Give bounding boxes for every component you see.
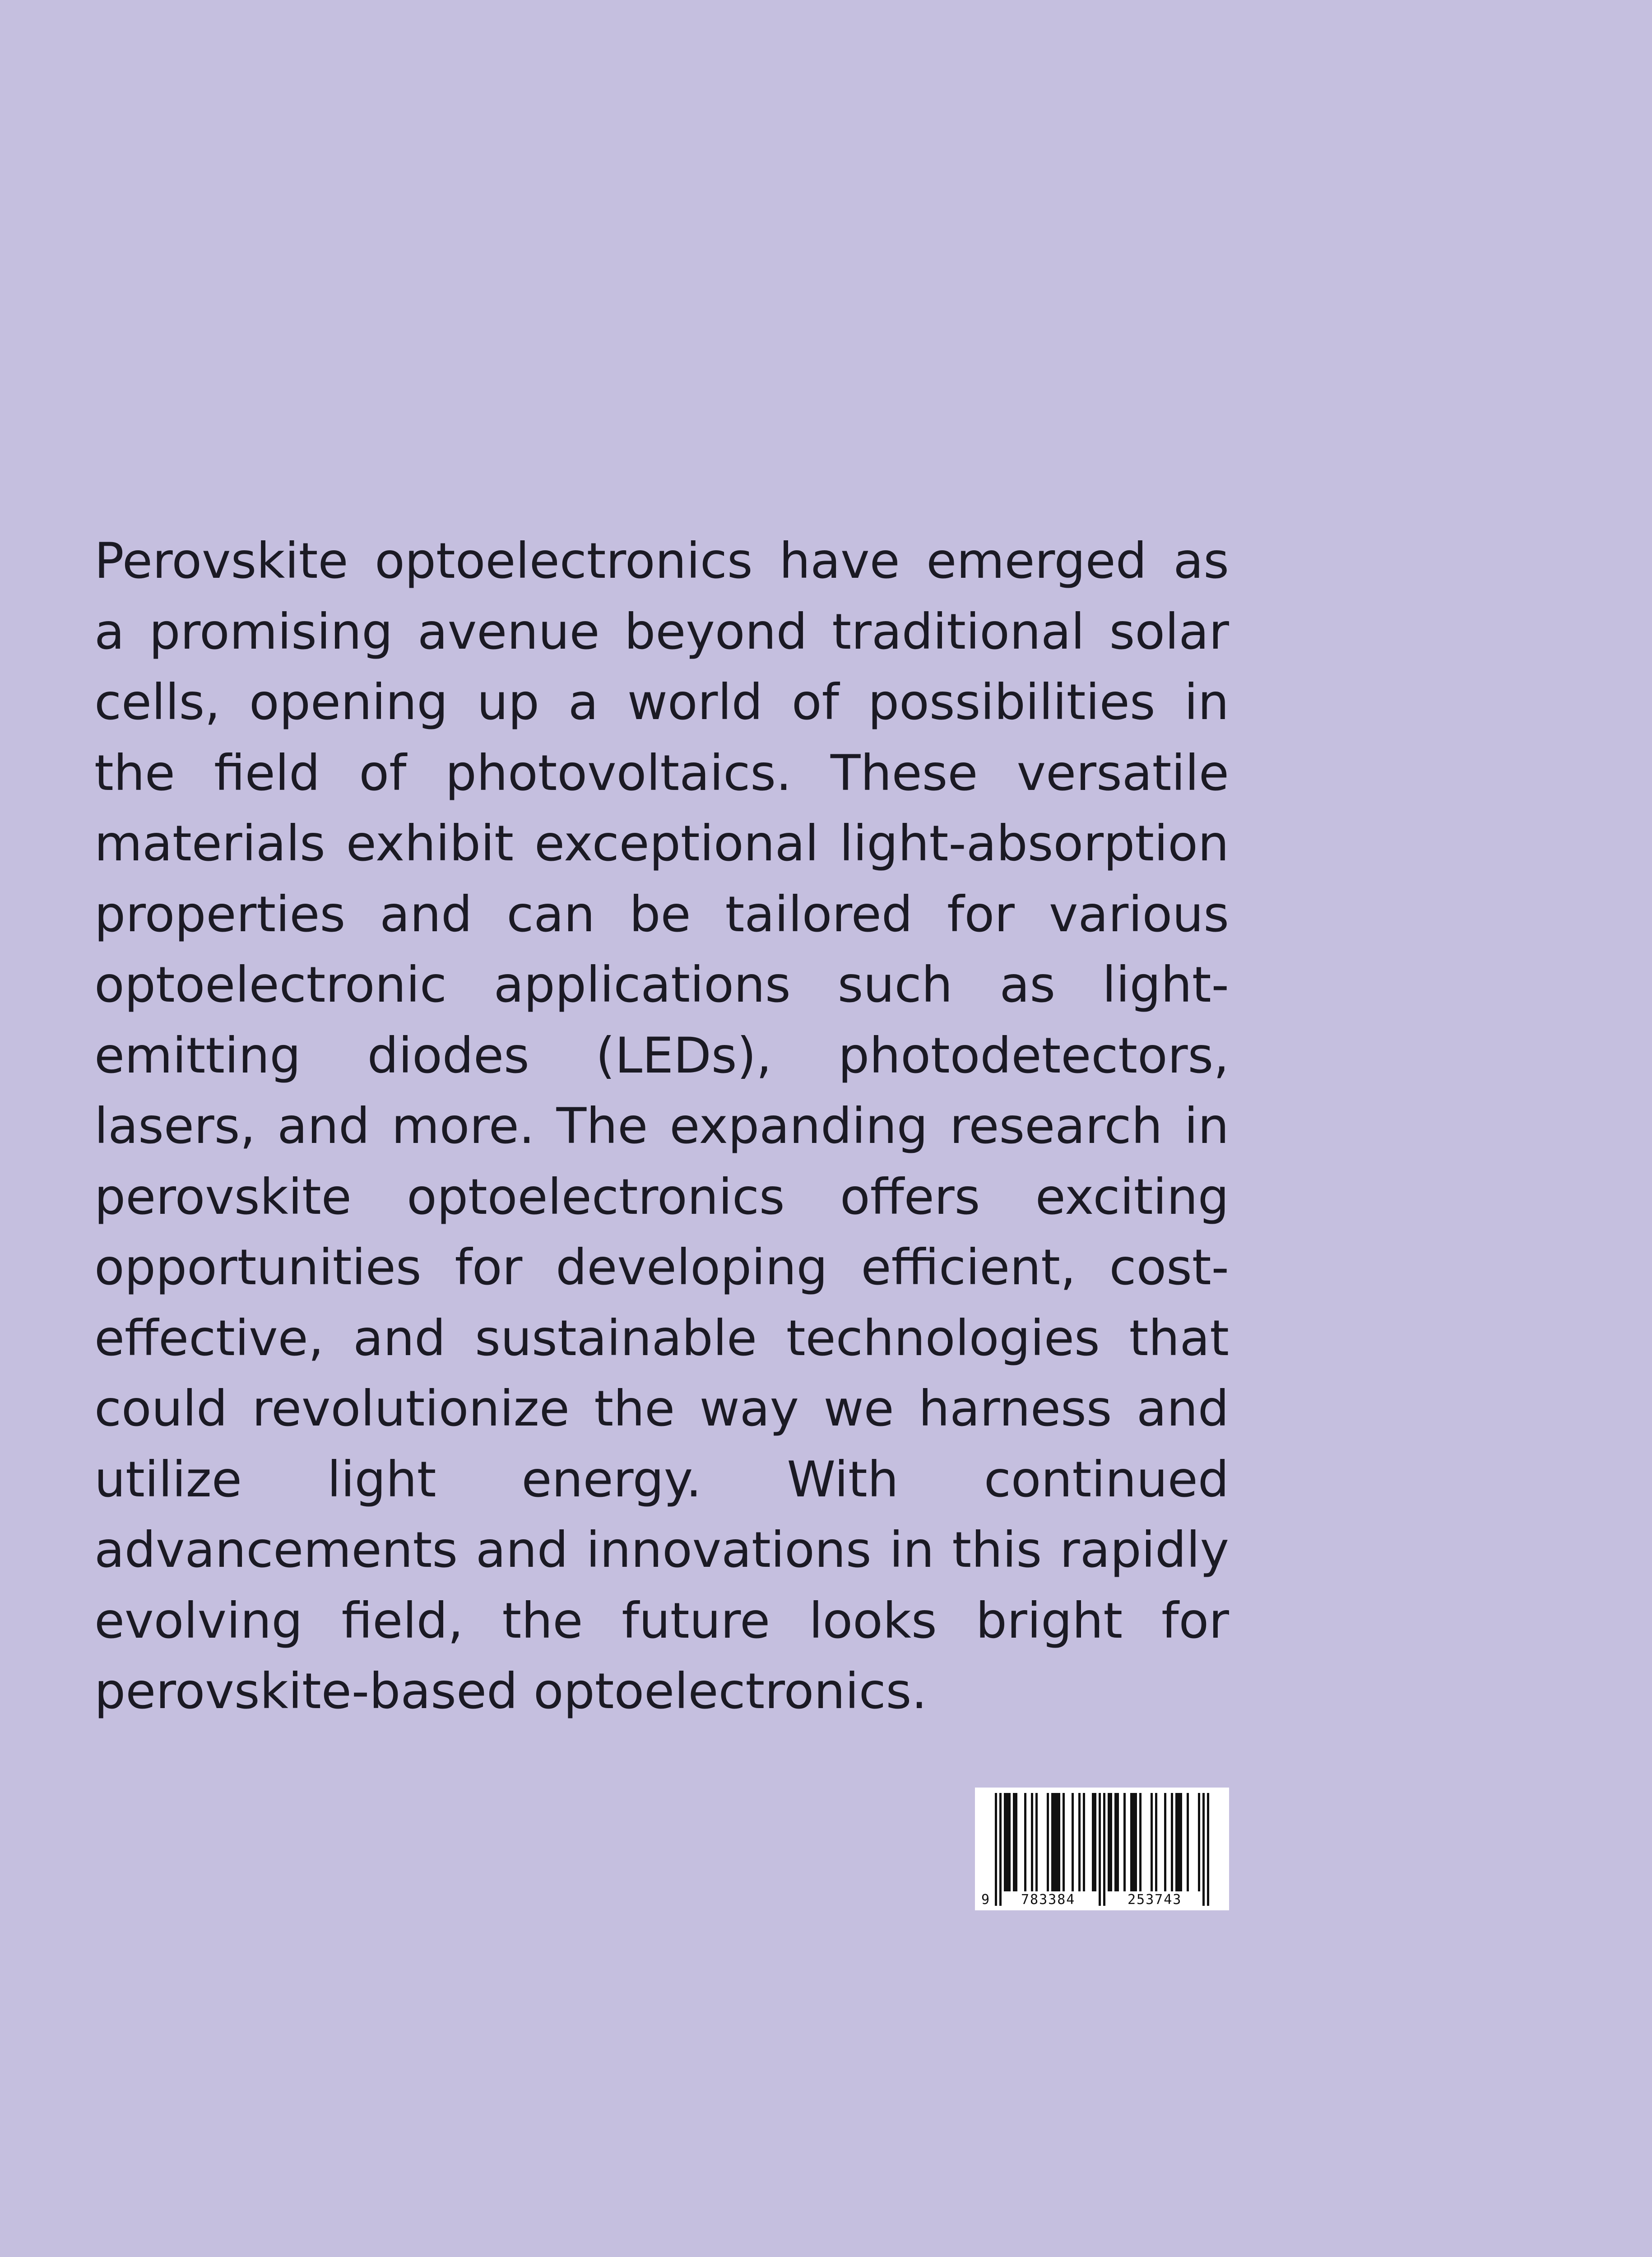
barcode-lead-digit: 9 — [981, 1892, 991, 1908]
barcode-bar — [1164, 1793, 1166, 1891]
barcode-bar — [1063, 1793, 1065, 1891]
barcode-guard-bar — [999, 1793, 1002, 1906]
barcode-bar — [1132, 1793, 1135, 1891]
barcode-bar — [1013, 1793, 1015, 1891]
barcode-bar — [1024, 1793, 1026, 1891]
barcode-bar — [1139, 1793, 1142, 1891]
barcode-right-digits: 253743 — [1128, 1892, 1182, 1908]
barcode-bar — [1108, 1793, 1110, 1891]
barcode-bar — [1015, 1793, 1017, 1891]
barcode-bar — [1123, 1793, 1126, 1891]
barcode-bar — [1175, 1793, 1178, 1891]
barcode-guard-bar — [1099, 1793, 1101, 1906]
book-description: Perovskite optoelectronics have emerged as a promising avenue beyond traditional solar cells, opening up a world of possibilities in the field of photovoltaics. These versatile materials exhibit exceptional light-absorption properties and can be tailored for various optoelectronic applications such as light-emitting diodes (LEDs), photodetectors, lasers, and more. The expanding research in perovskite optoelectronics offers exciting opportunities for developing efficient, cost-effective, and sustainable technologies that could revolutionize the way we harness and utilize light energy. With continued advancements and innovations in this rapidly evolving field, the future looks bright for perovskite-based optoelectronics. — [94, 532, 1229, 1720]
barcode-bar — [1058, 1793, 1060, 1891]
barcode-bar — [1130, 1793, 1132, 1891]
barcode-bar — [1072, 1793, 1074, 1891]
barcode-bars — [975, 1788, 1229, 1910]
barcode-guard-bar — [1207, 1793, 1209, 1906]
barcode-bar — [1053, 1793, 1056, 1891]
barcode-bar — [1180, 1793, 1182, 1891]
barcode-bar — [1178, 1793, 1180, 1891]
barcode-bar — [1198, 1793, 1200, 1891]
barcode-bar — [1092, 1793, 1094, 1891]
barcode-bar — [1171, 1793, 1173, 1891]
barcode-bar — [1117, 1793, 1119, 1891]
barcode-bar — [1110, 1793, 1112, 1891]
barcode-bar — [1056, 1793, 1058, 1891]
barcode-bar — [1008, 1793, 1011, 1891]
barcode-left-digits: 783384 — [1021, 1892, 1076, 1908]
barcode-bar — [1047, 1793, 1049, 1891]
barcode-bar — [1187, 1793, 1189, 1891]
barcode-bar — [1135, 1793, 1137, 1891]
barcode-bar — [1094, 1793, 1096, 1891]
barcode-bar — [1151, 1793, 1153, 1891]
barcode-guard-bar — [1202, 1793, 1205, 1906]
barcode-bar — [1155, 1793, 1157, 1891]
barcode-bar — [1031, 1793, 1033, 1891]
barcode-bar — [1051, 1793, 1053, 1891]
barcode-bar — [1083, 1793, 1085, 1891]
barcode-guard-bar — [995, 1793, 997, 1906]
barcode-bar — [1004, 1793, 1006, 1891]
barcode-bar — [1078, 1793, 1081, 1891]
barcode-bar — [1006, 1793, 1008, 1891]
barcode-bar — [1035, 1793, 1038, 1891]
barcode-bar — [1114, 1793, 1117, 1891]
isbn-barcode — [975, 1788, 1229, 1910]
barcode-guard-bar — [1103, 1793, 1105, 1906]
